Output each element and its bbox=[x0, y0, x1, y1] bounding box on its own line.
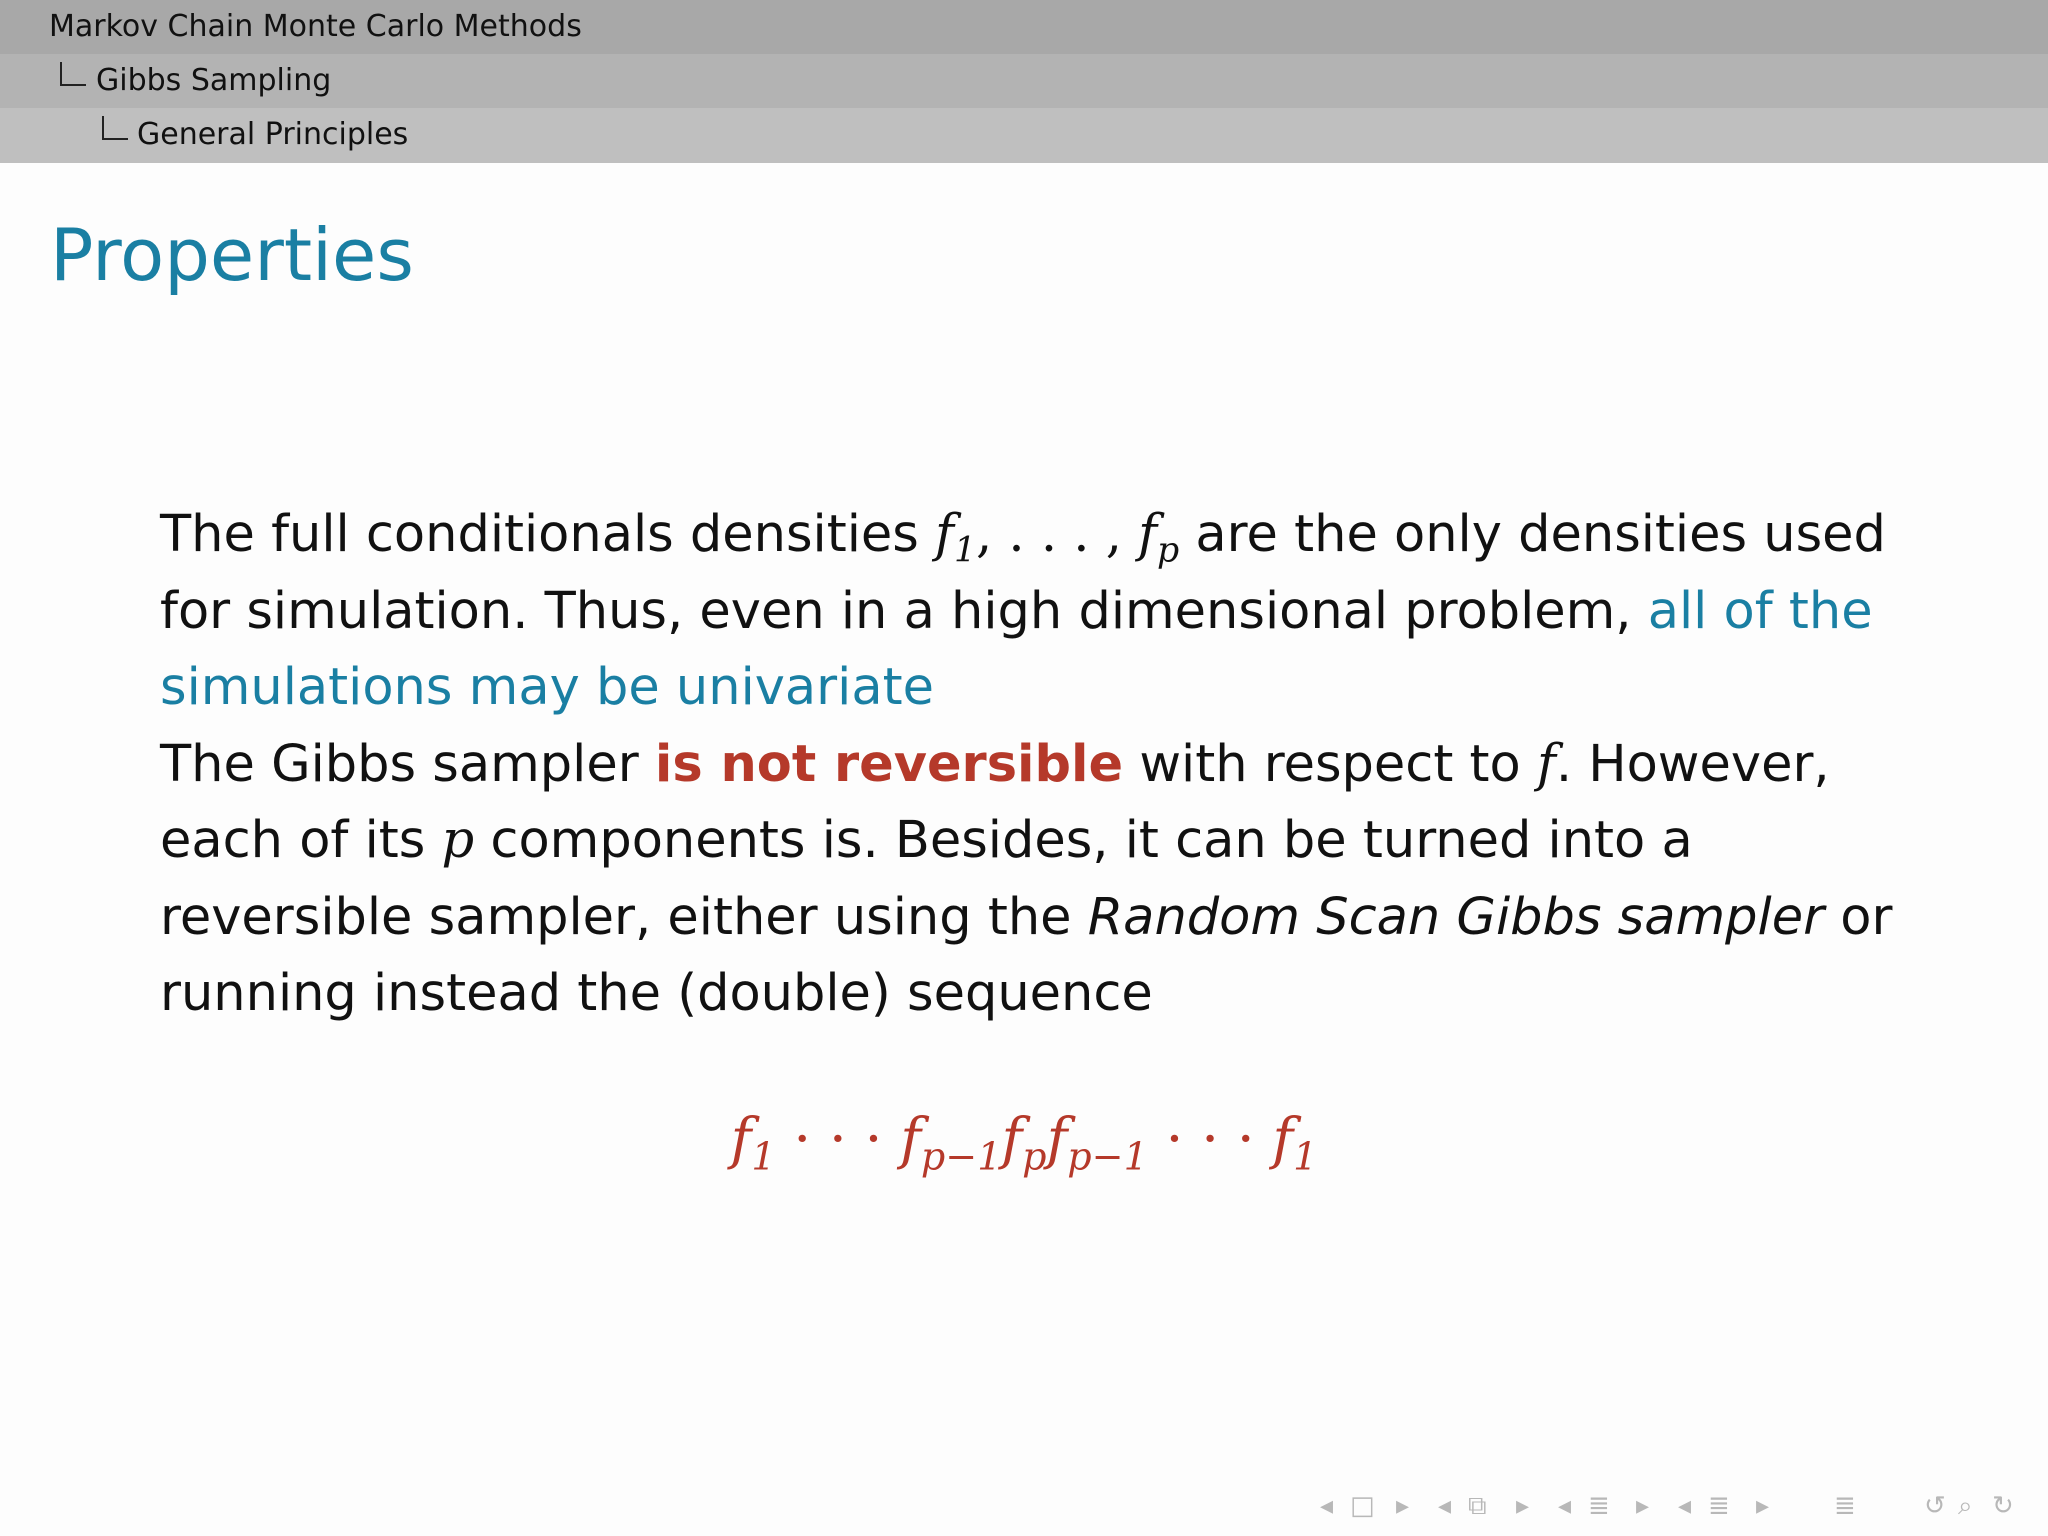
alert-not-reversible: is not reversible bbox=[654, 734, 1124, 794]
text-run: or running instead the (double) sequence bbox=[160, 887, 1893, 1023]
align-icon[interactable]: ≣ bbox=[1834, 1491, 1856, 1521]
math-subscript: p bbox=[1157, 530, 1180, 571]
double-sequence-equation bbox=[0, 1100, 2048, 1180]
math-cdots: · · · bbox=[1147, 1107, 1273, 1172]
math-symbol: f bbox=[730, 1107, 752, 1172]
text-run: The Gibbs sampler bbox=[160, 734, 655, 794]
section-list-icon[interactable]: ≣ bbox=[1588, 1491, 1610, 1521]
paragraph-full-conditionals bbox=[160, 497, 1920, 727]
frame-title: Properties bbox=[50, 213, 414, 297]
subsection-next-arrow-icon[interactable]: ▸ bbox=[1516, 1491, 1530, 1521]
highlight-univariate: all of the simulations may be univariate bbox=[160, 581, 1873, 717]
math-cdots: · · · bbox=[775, 1107, 901, 1172]
section-prev-arrow-icon[interactable]: ◂ bbox=[1558, 1491, 1572, 1521]
math-f1-to-fp bbox=[935, 505, 1180, 571]
math-p: p bbox=[441, 811, 475, 870]
math-symbol: f bbox=[1138, 505, 1158, 564]
paragraph-not-reversible bbox=[160, 727, 1920, 1033]
math-f: f bbox=[1536, 734, 1556, 794]
text-run: . However, each of its bbox=[160, 734, 1830, 870]
frame-next-arrow-icon[interactable]: ▸ bbox=[1396, 1491, 1410, 1521]
math-subscript: p bbox=[1022, 1134, 1047, 1179]
math-symbol: f bbox=[1272, 1107, 1294, 1172]
math-symbol: f bbox=[900, 1107, 921, 1172]
subsection-prev-arrow-icon[interactable]: ◂ bbox=[1438, 1491, 1452, 1521]
math-symbol: f bbox=[1001, 1107, 1023, 1172]
text-run: The full conditionals densities bbox=[160, 505, 936, 564]
header-subsection-title[interactable]: Gibbs Sampling bbox=[96, 63, 332, 98]
emph-random-scan: Random Scan Gibbs sampler bbox=[1087, 887, 1825, 947]
math-symbol: f bbox=[1046, 1107, 1068, 1172]
math-subscript: p−1 bbox=[1067, 1134, 1148, 1179]
section-next-arrow-icon[interactable]: ▸ bbox=[1636, 1491, 1650, 1521]
frame-body bbox=[160, 497, 1920, 1033]
frame-prev-arrow-icon[interactable]: ◂ bbox=[1320, 1491, 1334, 1521]
document-next-arrow-icon[interactable]: ▸ bbox=[1756, 1491, 1770, 1521]
header-subsubsection-bar[interactable] bbox=[0, 108, 2048, 163]
math-subscript: 1 bbox=[1293, 1134, 1318, 1179]
text-run: are the only densities used for simulation. Thus, even in a high dimensional problem, bbox=[160, 505, 1886, 641]
frame-icon[interactable]: □ bbox=[1350, 1491, 1375, 1521]
text-run: components is. Besides, it can be turned into a reversible sampler, either using the bbox=[160, 811, 1693, 947]
math-subscript: p−1 bbox=[920, 1134, 1002, 1179]
search-icon[interactable]: ⌕ bbox=[1958, 1491, 1973, 1521]
header-section-title[interactable]: Markov Chain Monte Carlo Methods bbox=[49, 9, 582, 44]
navigation-symbols bbox=[1310, 1488, 2030, 1524]
math-dots: , . . . , bbox=[976, 505, 1139, 564]
text-run: with respect to bbox=[1123, 734, 1537, 794]
header-subsubsection-title[interactable]: General Principles bbox=[137, 117, 409, 152]
math-subscript: 1 bbox=[751, 1134, 776, 1179]
document-prev-arrow-icon[interactable]: ◂ bbox=[1678, 1491, 1692, 1521]
tree-branch-icon bbox=[60, 62, 86, 86]
forward-icon[interactable]: ↻ bbox=[1992, 1491, 2014, 1521]
subsection-frames-icon[interactable]: ⧉ bbox=[1468, 1491, 1487, 1521]
math-symbol: f bbox=[935, 505, 954, 564]
document-list-icon[interactable]: ≣ bbox=[1708, 1491, 1730, 1521]
math-subscript: 1 bbox=[953, 530, 976, 571]
header-subsection-bar[interactable] bbox=[0, 54, 2048, 108]
header-section-bar[interactable] bbox=[0, 0, 2048, 54]
tree-branch-icon bbox=[102, 116, 128, 140]
back-icon[interactable]: ↺ bbox=[1924, 1491, 1946, 1521]
